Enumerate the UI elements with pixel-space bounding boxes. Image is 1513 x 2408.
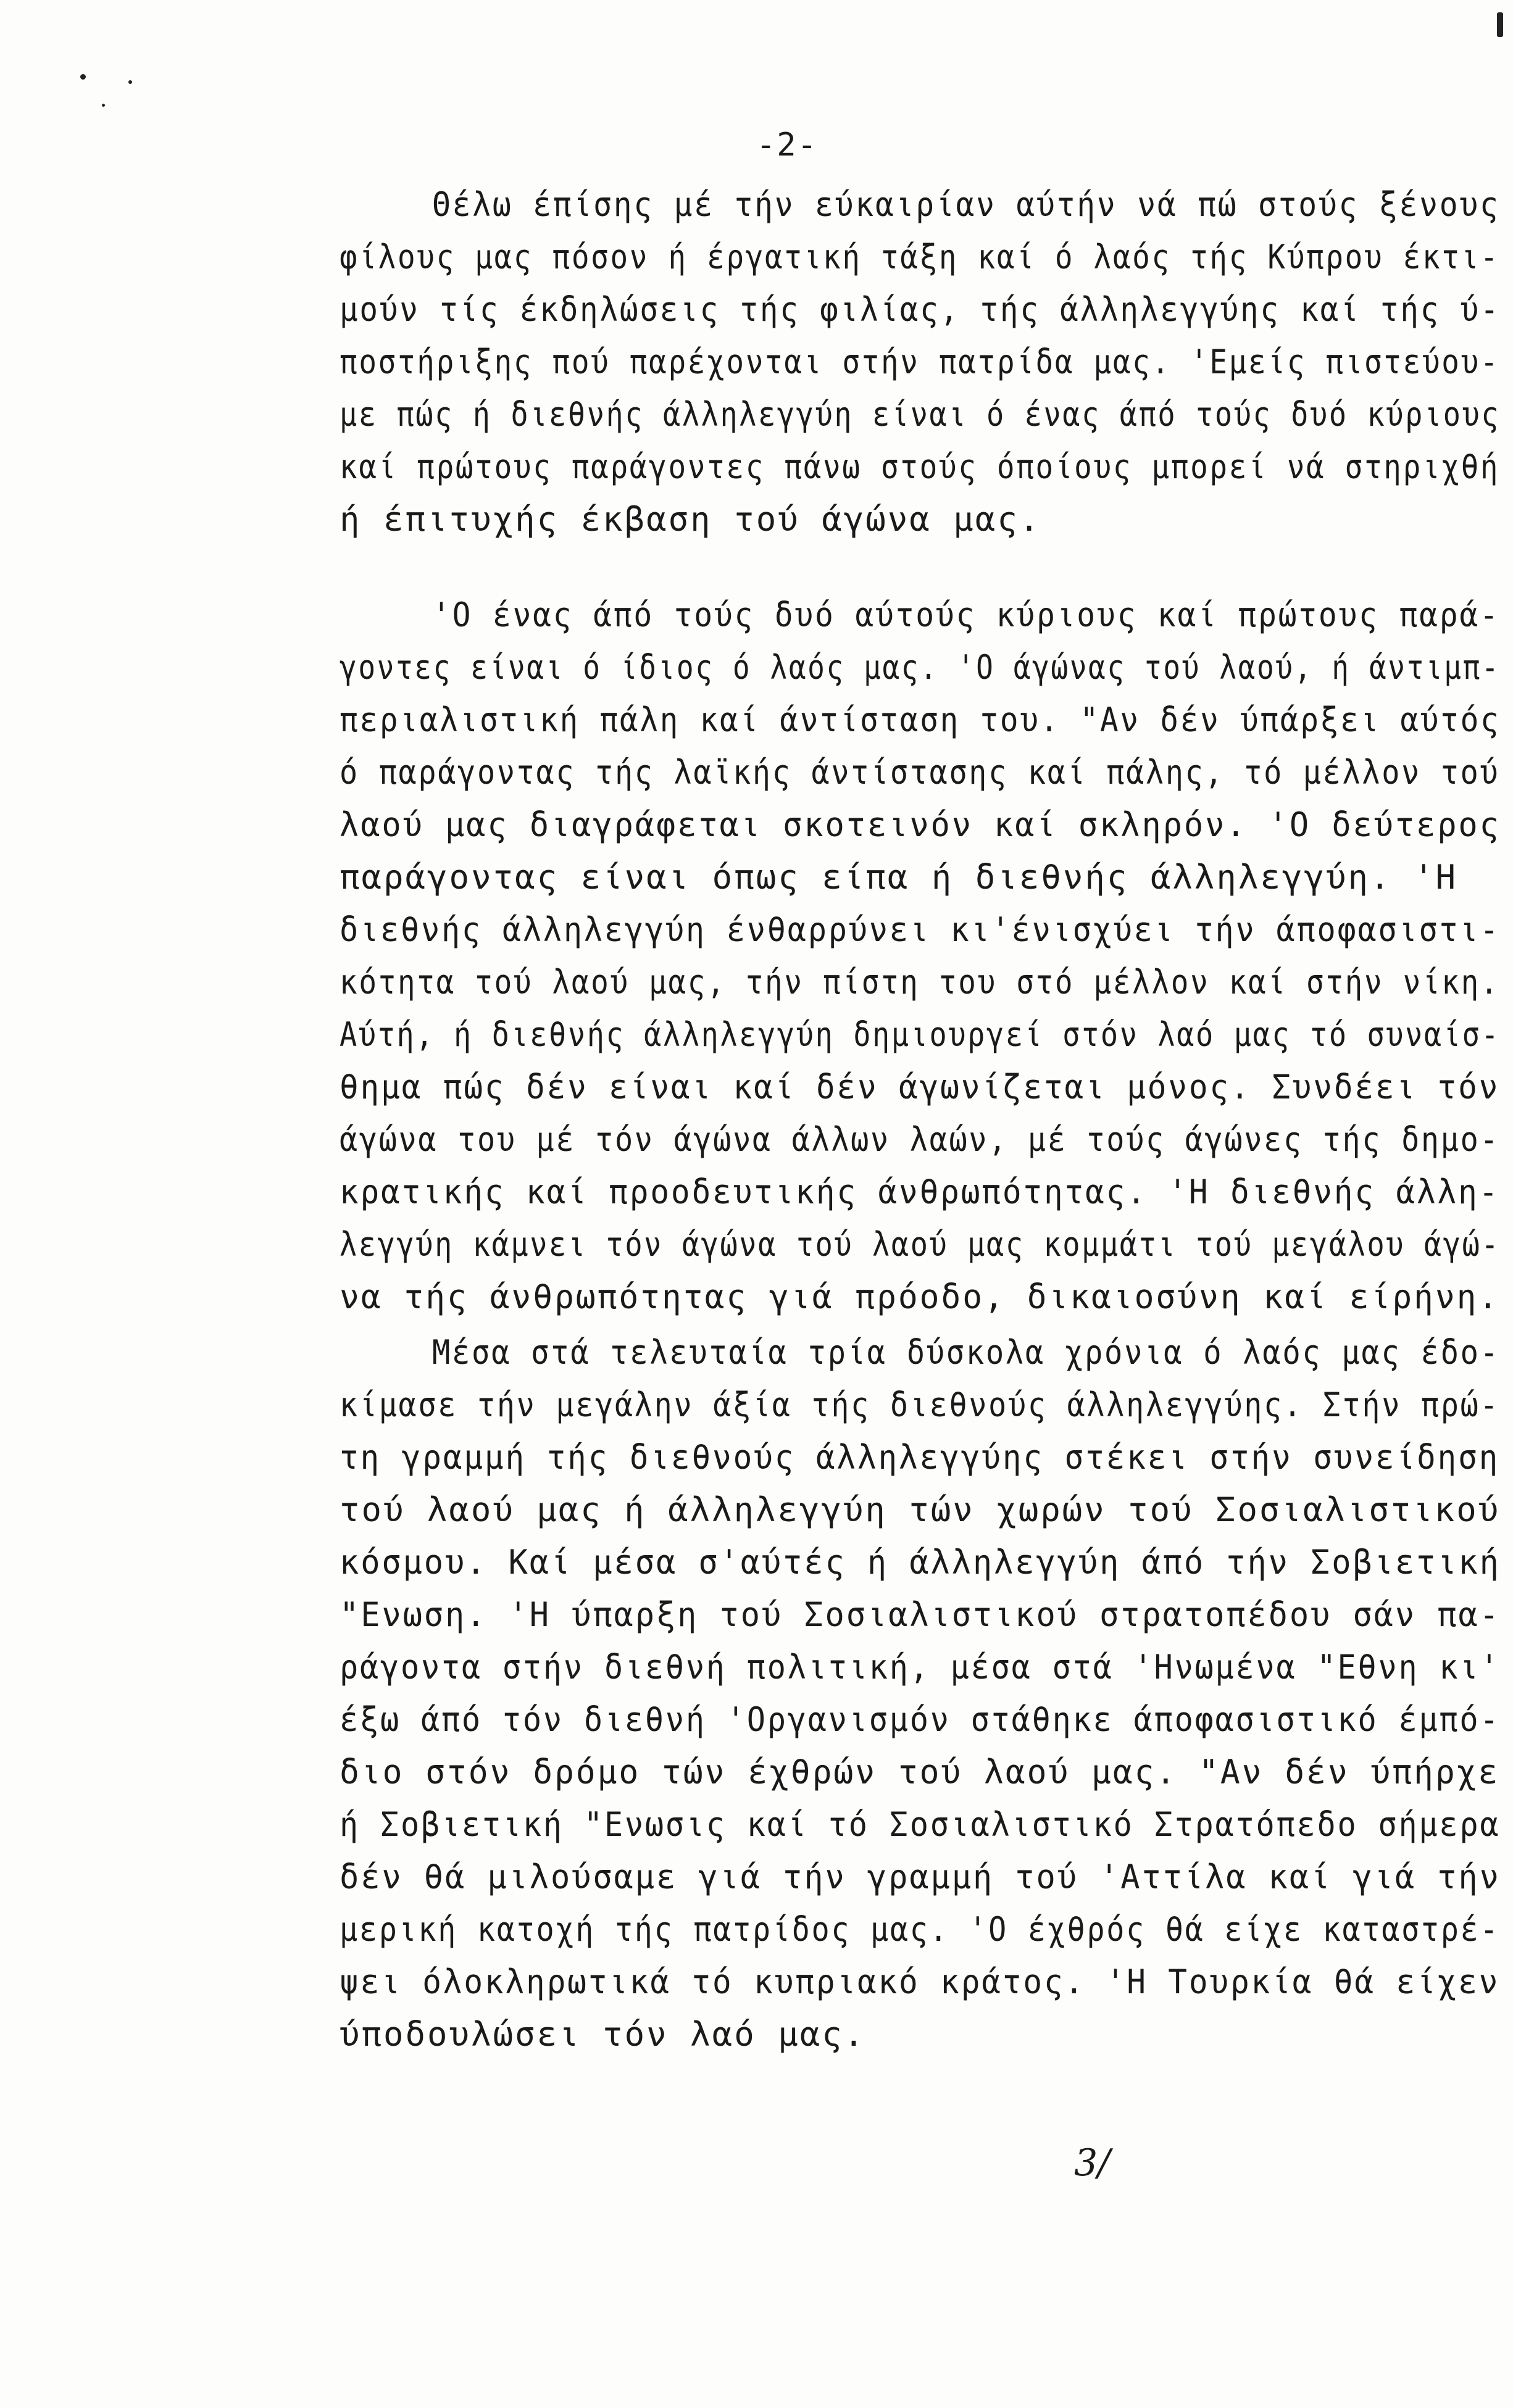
text-line: ή Σοβιετική "Ενωσις καί τό Σοσιαλιστικό Στρατόπεδο σήμερα [340, 1805, 1501, 1844]
scan-speck [80, 74, 86, 80]
text-line: "Ενωση. 'Η ύπαρξη τού Σοσιαλιστικού στρατοπέδου σάν πα- [340, 1595, 1501, 1634]
text-line: μερική κατοχή τής πατρίδος μας. 'Ο έχθρός θά είχε καταστρέ- [340, 1910, 1500, 1949]
text-line: κότητα τού λαού μας, τήν πίστη του στό μέλλον καί στήν νίκη. [340, 963, 1500, 1002]
text-line: ψει όλοκληρωτικά τό κυπριακό κράτος. 'Η Τουρκία θά είχεν [340, 1962, 1500, 2001]
text-line: έξω άπό τόν διεθνή 'Οργανισμόν στάθηκε άποφασιστικό έμπό- [340, 1700, 1501, 1739]
text-line: διο στόν δρόμο τών έχθρών τού λαού μας. "Αν δέν ύπήρχε [340, 1753, 1500, 1791]
text-line: να τής άνθρωπότητας γιά πρόοδο, δικαιοσύνη καί είρήνη. [340, 1277, 1500, 1316]
scan-speck [128, 80, 132, 84]
text-line: Μέσα στά τελευταία τρία δύσκολα χρόνια ό λαός μας έδο- [432, 1333, 1500, 1372]
text-line: ό παράγοντας τής λαϊκής άντίστασης καί πάλης, τό μέλλον τού [340, 753, 1500, 792]
text-line: λαού μας διαγράφεται σκοτεινόν καί σκληρόν. 'Ο δεύτερος [340, 805, 1501, 844]
text-line: παράγοντας είναι όπως είπα ή διεθνής άλληλεγγύη. 'Η [340, 858, 1458, 897]
text-line: με πώς ή διεθνής άλληλεγγύη είναι ό ένας άπό τούς δυό κύριους [340, 395, 1501, 434]
text-line: ύποδουλώσει τόν λαό μας. [340, 2015, 866, 2054]
text-line: φίλους μας πόσον ή έργατική τάξη καί ό λαός τής Κύπρου έκτι- [340, 238, 1500, 276]
text-line: διεθνής άλληλεγγύη ένθαρρύνει κι'ένισχύει τήν άποφασιστι- [340, 910, 1501, 949]
text-line: καί πρώτους παράγοντες πάνω στούς όποίους μπορεί νά στηριχθή [340, 447, 1500, 486]
text-line: δέν θά μιλούσαμε γιά τήν γραμμή τού 'Αττίλα καί γιά τήν [340, 1858, 1501, 1896]
text-line: Αύτή, ή διεθνής άλληλεγγύη δημιουργεί στόν λαό μας τό συναίσ- [340, 1015, 1501, 1054]
text-line: λεγγύη κάμνει τόν άγώνα τού λαού μας κομμάτι τού μεγάλου άγώ- [340, 1225, 1501, 1264]
text-line: άγώνα του μέ τόν άγώνα άλλων λαών, μέ τούς άγώνες τής δημο- [340, 1120, 1500, 1159]
text-line: κόσμου. Καί μέσα σ'αύτές ή άλληλεγγύη άπό τήν Σοβιετική [340, 1543, 1501, 1582]
text-line: περιαλιστική πάλη καί άντίσταση του. "Αν δέν ύπάρξει αύτός [340, 700, 1501, 739]
text-line: θημα πώς δέν είναι καί δέν άγωνίζεται μόνος. Συνδέει τόν [340, 1068, 1500, 1106]
text-line: ή έπιτυχής έκβαση τού άγώνα μας. [340, 500, 1041, 539]
page-number: -2- [756, 127, 818, 164]
text-line: 'Ο ένας άπό τούς δυό αύτούς κύριους καί πρώτους παρά- [432, 596, 1500, 634]
continuation-mark: 3/ [1074, 2141, 1111, 2185]
text-line: Θέλω έπίσης μέ τήν εύκαιρίαν αύτήν νά πώ στούς ξένους [432, 185, 1500, 224]
text-line: ποστήριξης πού παρέχονται στήν πατρίδα μας. 'Εμείς πιστεύου- [340, 343, 1500, 381]
text-line: κρατικής καί προοδευτικής άνθρωπότητας. 'Η διεθνής άλλη- [340, 1173, 1500, 1211]
scan-speck [102, 104, 105, 107]
scan-speck [1497, 12, 1503, 37]
text-line: μούν τίς έκδηλώσεις τής φιλίας, τής άλληλεγγύης καί τής ύ- [340, 290, 1501, 329]
text-line: κίμασε τήν μεγάλην άξία τής διεθνούς άλληλεγγύης. Στήν πρώ- [340, 1385, 1500, 1424]
text-line: τού λαού μας ή άλληλεγγύη τών χωρών τού Σοσιαλιστικού [340, 1490, 1501, 1529]
text-line: γοντες είναι ό ίδιος ό λαός μας. 'Ο άγώνας τού λαού, ή άντιμπ- [340, 648, 1501, 687]
text-line: τη γραμμή τής διεθνούς άλληλεγγύης στέκει στήν συνείδηση [340, 1438, 1500, 1477]
text-line: ράγοντα στήν διεθνή πολιτική, μέσα στά 'Ηνωμένα "Εθνη κι' [340, 1648, 1501, 1687]
